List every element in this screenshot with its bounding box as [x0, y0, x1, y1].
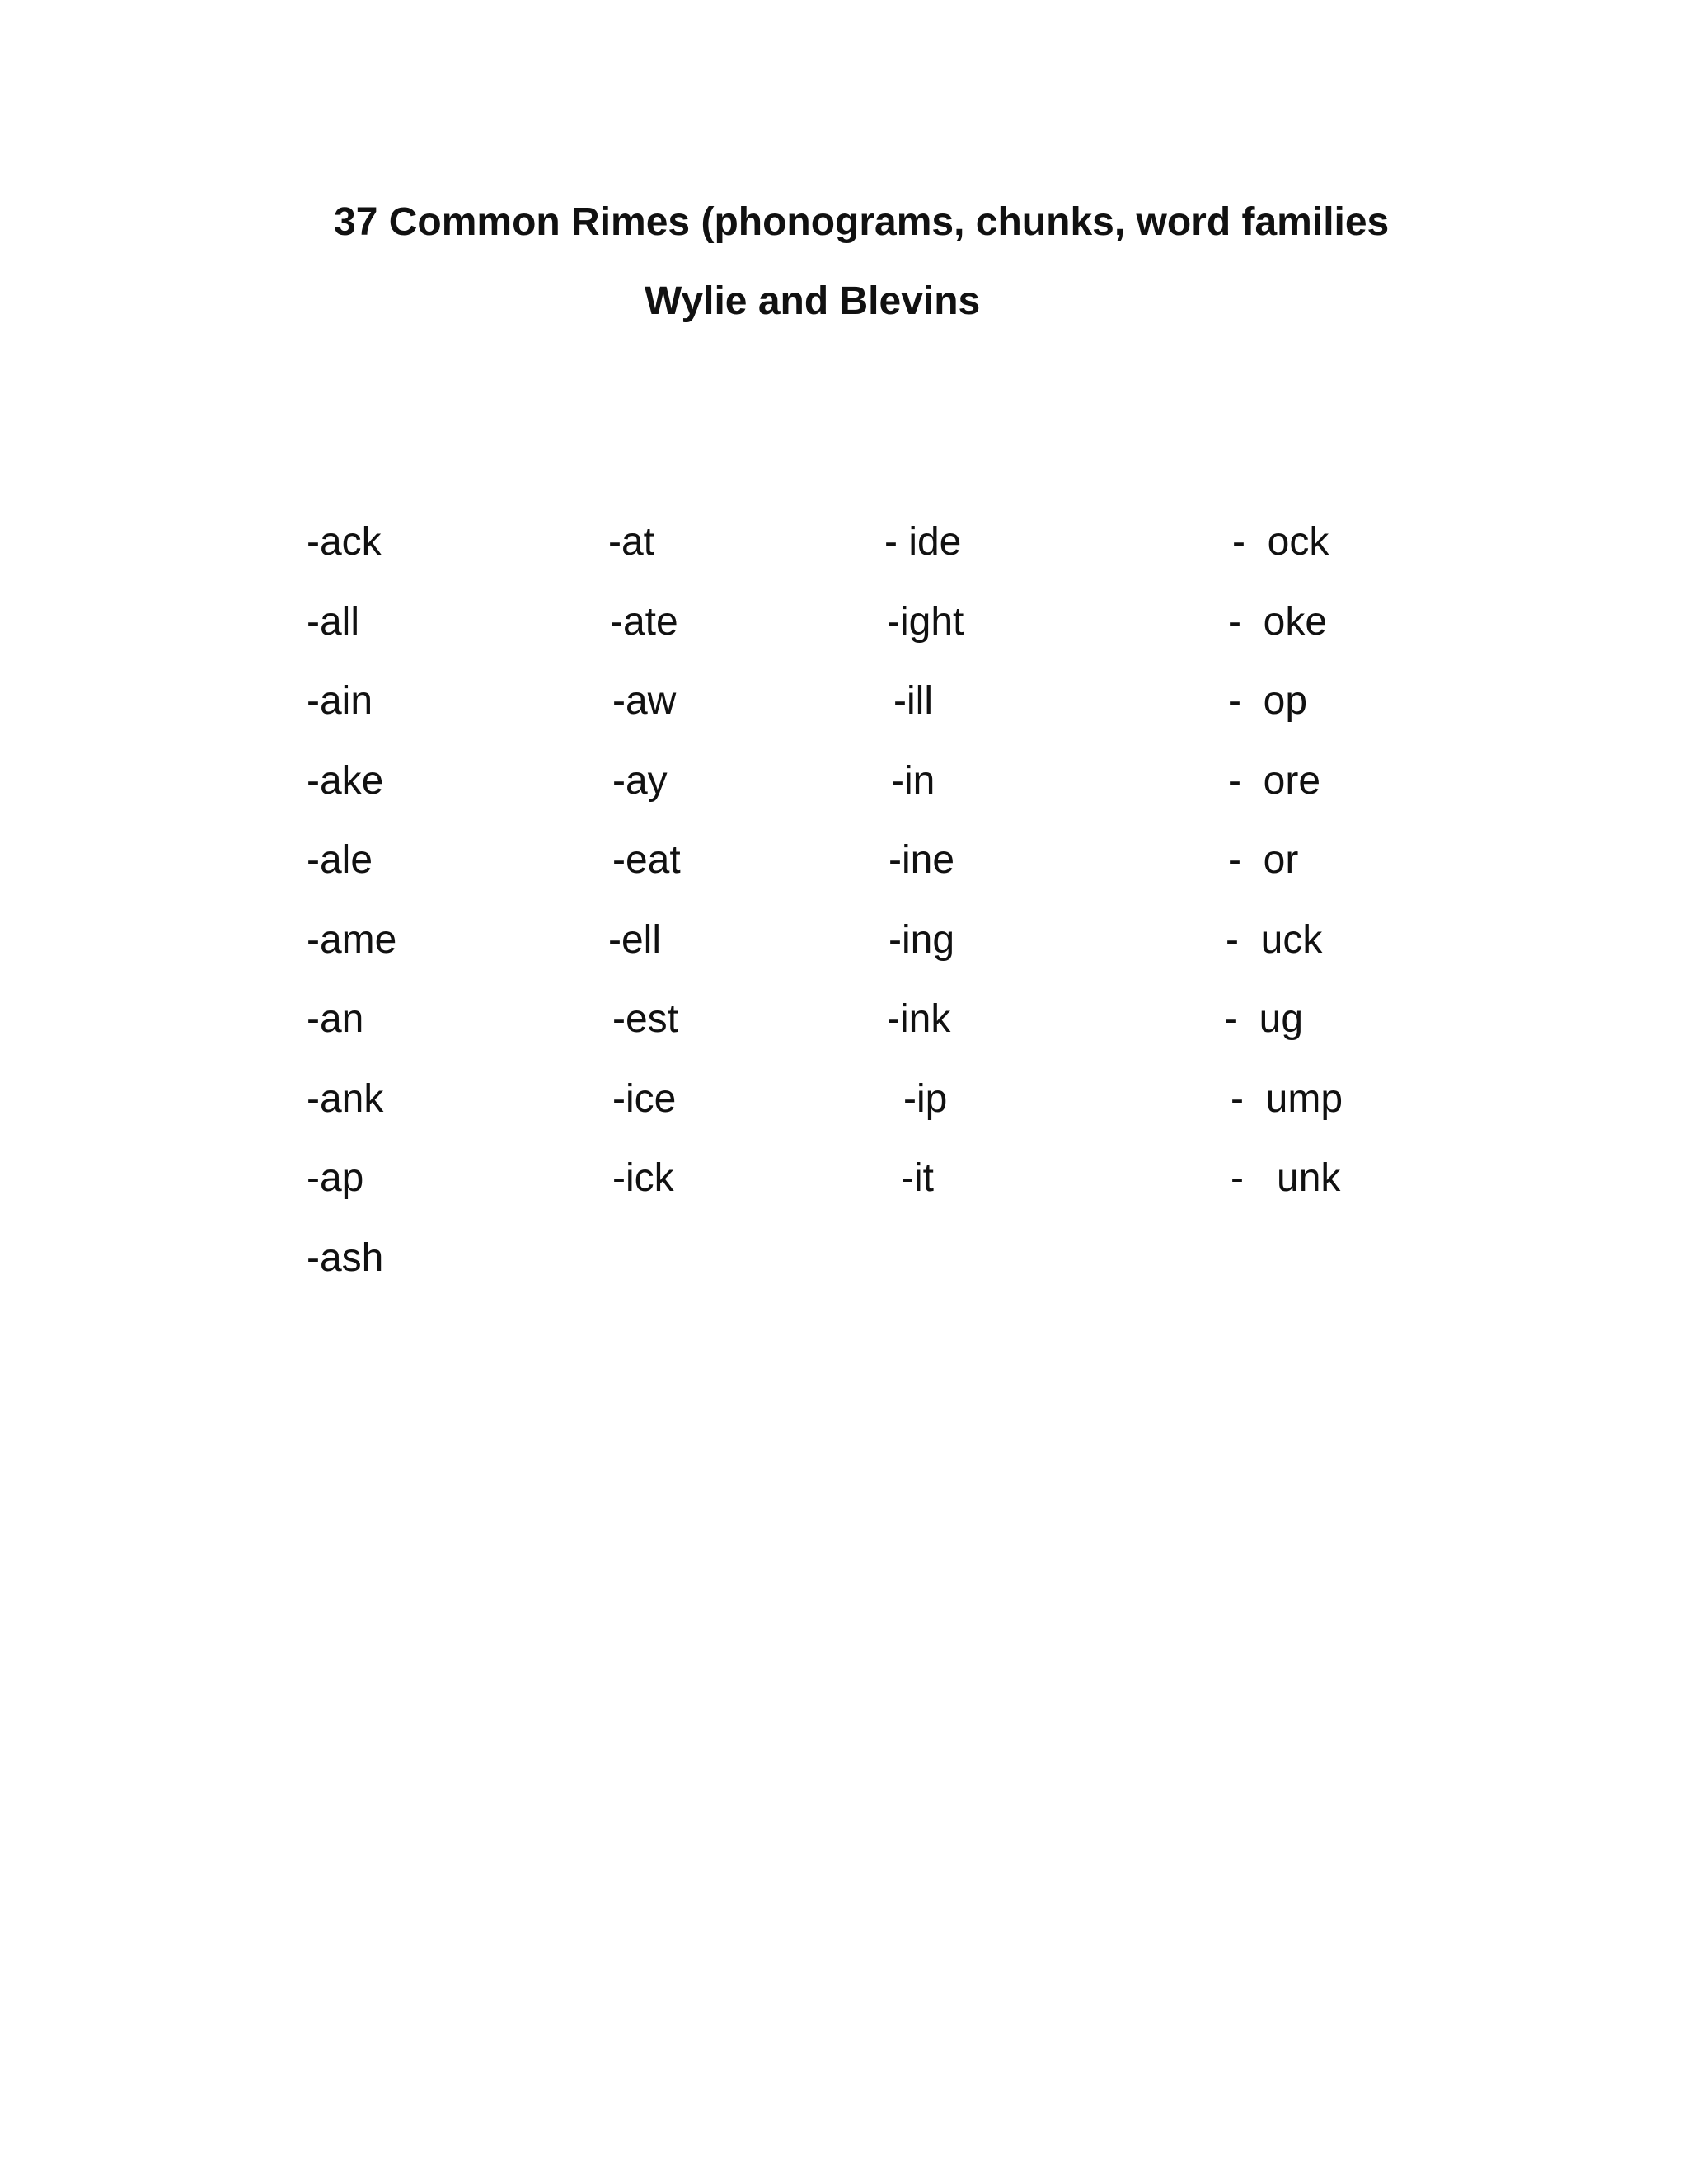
rime-item: - ore: [1228, 758, 1321, 803]
rime-item: -ick: [612, 1156, 674, 1200]
rimes-column-4: [1224, 518, 1570, 1234]
rime-item: -ill: [893, 679, 933, 723]
rime-item: -ip: [903, 1076, 948, 1121]
rime-item: -ap: [307, 1156, 364, 1200]
rime-item: -ink: [887, 997, 951, 1041]
rime-item: -in: [891, 758, 935, 803]
rime-item: -ank: [307, 1076, 384, 1121]
rime-item: -ine: [889, 838, 955, 882]
rime-item: - ump: [1231, 1076, 1343, 1121]
rime-item: -ell: [608, 917, 662, 962]
rime-item: -eat: [612, 838, 681, 882]
rime-item: -ice: [612, 1076, 677, 1121]
rime-item: -it: [901, 1156, 934, 1200]
rime-item: - uck: [1226, 917, 1323, 962]
rime-item: -ash: [307, 1235, 384, 1280]
rime-item: - ug: [1224, 997, 1304, 1041]
rime-item: -ight: [887, 599, 964, 644]
rime-item: -ake: [307, 758, 384, 803]
page-title: 37 Common Rimes (phonograms, chunks, word families: [334, 200, 1390, 244]
rime-item: -all: [307, 599, 360, 644]
rime-item: -ain: [307, 679, 373, 723]
rimes-column-1: [307, 518, 653, 1313]
rime-item: - or: [1228, 838, 1299, 882]
rime-item: -aw: [612, 679, 677, 723]
rime-item: - unk: [1231, 1156, 1341, 1200]
rime-item: -ate: [610, 599, 678, 644]
rimes-column-3: [884, 518, 1231, 1234]
rimes-list: [0, 518, 1688, 1309]
page-subtitle: Wylie and Blevins: [645, 279, 981, 323]
rime-item: - op: [1228, 679, 1308, 723]
rime-item: -ame: [307, 917, 397, 962]
rime-item: -ack: [307, 520, 382, 564]
rime-item: - oke: [1228, 599, 1328, 644]
rime-item: -ay: [612, 758, 668, 803]
rime-item: -an: [307, 997, 364, 1041]
rime-item: -at: [608, 520, 655, 564]
rime-item: - ide: [884, 520, 962, 564]
rime-item: -est: [612, 997, 679, 1041]
rime-item: - ock: [1232, 520, 1329, 564]
rime-item: -ale: [307, 838, 373, 882]
rime-item: -ing: [889, 917, 955, 962]
